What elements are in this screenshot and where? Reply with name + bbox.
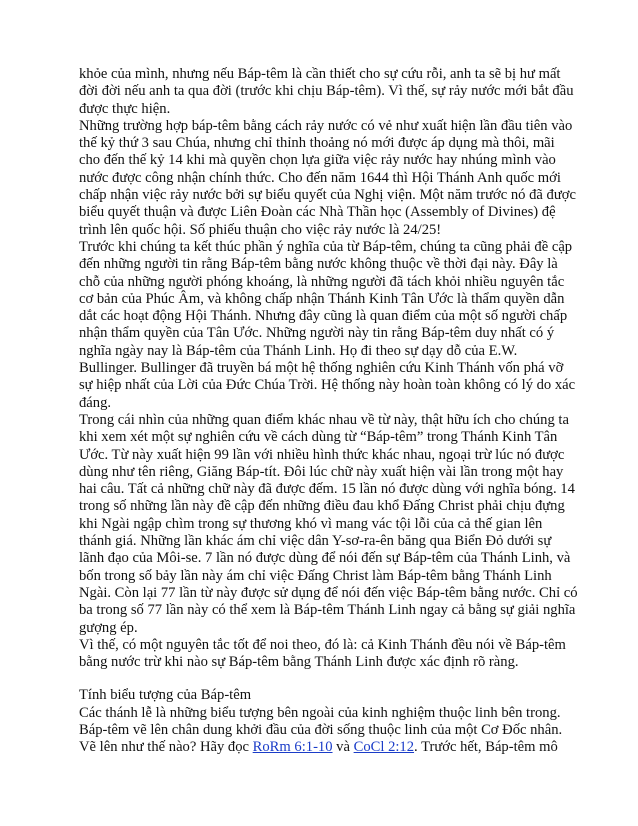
paragraph-gap xyxy=(79,671,578,687)
paragraph-4: Trong cái nhìn của những quan điểm khác nhau về từ này, thật hữu ích cho chúng ta khi xem xét một sự nghiên cứu về cách dùng từ “Báp-têm” trong Thánh Kinh Tân Ước. Từ này xuất hiện 99 lần với nhiều hình thức khác nhau, ngoại trừ lúc nó được dùng như tên riêng, Giăng Báp-tít. Đôi lúc chữ này xuất hiện vài lần trong một hay hai câu. Tất cả những chữ này đã được đếm. 15 lần nó được dùng với nghĩa bóng. 14 trong số những lần này đề cập đến những điều đau khổ Đấng Christ phải chịu đựng khi Ngài ngập chìm trong sự thương khó vì mang vác tội lỗi của cả thế gian lên thánh giá. Những lần khác ám chỉ việc dân Y-sơ-ra-ên băng qua Biển Đỏ dưới sự lãnh đạo của Môi-se. 7 lần nó được dùng để nói đến sự Báp-têm của Thánh Linh, và bốn trong số bảy lần này ám chỉ việc Đấng Christ làm Báp-têm bằng Thánh Linh Ngài. Còn lại 77 lần từ này được sử dụng để nói đến việc Báp-têm bằng nước. Chỉ có ba trong số 77 lần này có thể xem là Báp-têm Thánh Linh ngay cả bằng sự giải nghĩa gượng ép. xyxy=(79,411,578,636)
paragraph-6-text-before: Các thánh lễ là những biểu tượng bên ngoài của kinh nghiệm thuộc linh bên trong. Báp-têm vẽ lên chân dung khởi đầu của đời sống thuộc linh của một Cơ Đốc nhân. Vẽ lên như thế nào? Hãy đọc xyxy=(79,704,563,756)
scripture-link-romans[interactable]: RoRm 6:1-10 xyxy=(252,739,333,756)
paragraph-1: khỏe của mình, nhưng nếu Báp-têm là cần thiết cho sự cứu rỗi, anh ta sẽ bị hư mất đời đời nếu anh ta qua đời (trước khi chịu Báp-têm). Vì thế, sự rảy nước mới bắt đầu được thực hiện. xyxy=(79,66,574,117)
paragraph-6-text-after: . Trước hết, Báp-têm mô xyxy=(414,739,558,756)
paragraph-3: Trước khi chúng ta kết thúc phần ý nghĩa của từ Báp-têm, chúng ta cũng phải đề cập đến những người tin rằng Báp-têm bằng nước không thuộc về thời đại này. Đây là chỗ của những người phóng khoáng, là những người đã tách khỏi nhiều nguyên tắc cơ bản của Phúc Âm, và không chấp nhận Thánh Kinh Tân Ước là thẩm quyền dẫn dắt các hoạt động Hội Thánh. Nhưng đây cũng là quan điểm của một số người chấp nhận thẩm quyền của Tân Ước. Những người này tin rằng Báp-têm duy nhất có ý nghĩa ngày nay là Báp-têm của Thánh Linh. Họ đi theo sự dạy dỗ của E.W. Bullinger. Bullinger đã truyền bá một hệ thống nghiên cứu Kinh Thánh vốn phá vỡ sự hiệp nhất của Lời của Đức Chúa Trời. Hệ thống này hoàn toàn không có lý do xác đáng. xyxy=(79,238,576,411)
paragraph-6 xyxy=(79,705,578,757)
paragraph-2: Những trường hợp báp-têm bằng cách rảy nước có vẻ như xuất hiện lần đầu tiên vào thế kỷ thứ 3 sau Chúa, nhưng chỉ thỉnh thoảng nó mới được áp dụng mà thôi, mãi cho đến thế kỷ 14 khi mà quyền chọn lựa giữa việc rảy nước hay nhúng mình vào nước được công nhận chính thức. Cho đến năm 1644 thì Hội Thánh Anh quốc mới chấp nhận việc rảy nước bởi sự biểu quyết của Nghị viện. Một năm trước nó đã được biểu quyết thuận và được Liên Đoàn các Nhà Thần học (Assembly of Divines) đệ trình lên quốc hội. Số phiếu thuận cho việc rảy nước là 24/25! xyxy=(79,117,576,238)
section-heading: Tính biểu tượng của Báp-têm xyxy=(79,687,252,704)
scripture-link-colossians[interactable]: CoCl 2:12 xyxy=(353,739,415,756)
paragraph-5: Vì thế, có một nguyên tắc tốt để noi theo, đó là: cả Kinh Thánh đều nói về Báp-têm bằng nước trừ khi nào sự Báp-têm bằng Thánh Linh được xác định rõ ràng. xyxy=(79,636,566,671)
paragraph-6-text-mid: và xyxy=(332,739,354,756)
